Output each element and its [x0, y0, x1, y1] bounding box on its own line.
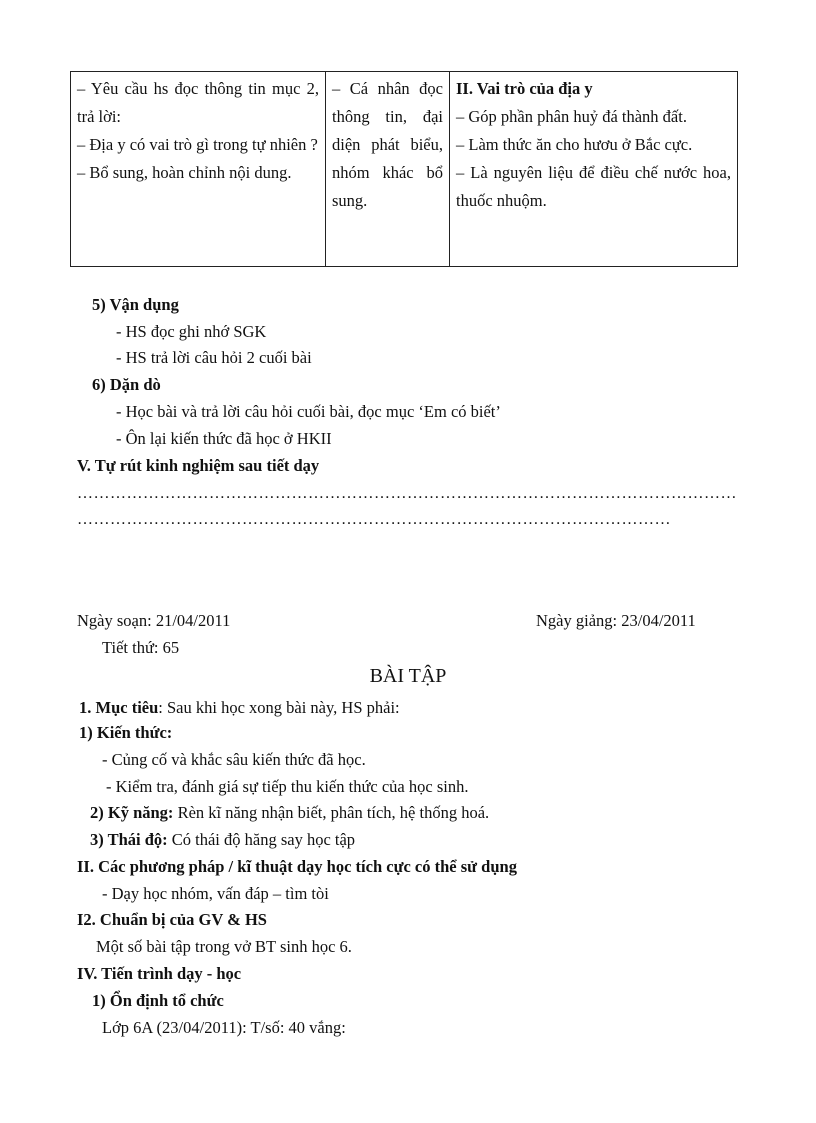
prep-title: I2. Chuẩn bị của GV & HS	[77, 910, 267, 929]
teacher-activity-line: – Bổ sung, hoàn chỉnh nội dung.	[77, 163, 292, 182]
section-6-title: 6) Dặn dò	[92, 375, 161, 394]
section-5-title: 5) Vận dụng	[92, 295, 179, 314]
date-prepared: Ngày soạn: 21/04/2011	[77, 611, 231, 630]
reflection-dots-line: …………………………………………………………………………………………………………	[77, 485, 737, 502]
teacher-activity-line: – Địa y có vai trò gì trong tự nhiên ?	[77, 135, 318, 154]
reflection-title: V. Tự rút kinh nghiệm sau tiết dạy	[77, 456, 320, 475]
section-6-item: - Ôn lại kiến thức đã học ở HKII	[116, 429, 332, 448]
section-5-item: - HS trả lời câu hỏi 2 cuối bài	[116, 348, 312, 367]
section-6-item: - Học bài và trả lời câu hỏi cuối bài, đọc mục ‘Em có biết’	[116, 402, 501, 421]
process-title: IV. Tiến trình dạy - học	[77, 964, 242, 983]
student-activity-cell	[326, 72, 450, 267]
methods-item: - Dạy học nhóm, vấn đáp – tìm tòi	[102, 884, 329, 903]
content-heading: II. Vai trò của địa y	[456, 79, 593, 98]
period-number: Tiết thứ: 65	[102, 638, 180, 657]
skills-label: 2) Kỹ năng:	[90, 803, 174, 822]
attitude-line	[90, 830, 355, 850]
skills-line	[90, 803, 489, 823]
teacher-activity-line: – Yêu cầu hs đọc thông tin mục 2, trả lời:	[77, 79, 319, 126]
content-line: – Góp phần phân huỷ đá thành đất.	[456, 107, 687, 126]
knowledge-item: - Củng cố và khắc sâu kiến thức đã học.	[102, 750, 366, 769]
class-line: Lớp 6A (23/04/2011): T/số: 40 vắng:	[102, 1018, 346, 1037]
content-cell	[450, 72, 738, 267]
table-row	[71, 72, 738, 267]
teacher-activity-cell	[71, 72, 326, 267]
objectives-label: 1. Mục tiêu	[79, 698, 159, 717]
attitude-text: Có thái độ hăng say học tập	[167, 830, 356, 849]
content-line: – Là nguyên liệu để điều chế nước hoa, thuốc nhuộm.	[456, 163, 731, 210]
reflection-dots-line: ………………………………………………………………………………………………	[77, 511, 671, 528]
methods-title: II. Các phương pháp / kĩ thuật dạy học tích cực có thể sử dụng	[77, 857, 517, 876]
attitude-label: 3) Thái độ:	[90, 830, 168, 849]
knowledge-item: - Kiểm tra, đánh giá sự tiếp thu kiến thức của học sinh.	[106, 777, 469, 796]
content-line: – Làm thức ăn cho hươu ở Bắc cực.	[456, 135, 693, 154]
objectives-line	[79, 698, 400, 718]
stabilize-title: 1) Ổn định tổ chức	[92, 991, 224, 1010]
objectives-text: : Sau khi học xong bài này, HS phải:	[158, 698, 400, 717]
knowledge-title: 1) Kiến thức:	[79, 723, 173, 742]
activity-table	[70, 71, 738, 267]
skills-text: Rèn kĩ năng nhận biết, phân tích, hệ thống hoá.	[173, 803, 490, 822]
prep-text: Một số bài tập trong vở BT sinh học 6.	[96, 937, 352, 956]
student-activity-line: – Cá nhân đọc thông tin, đại diện phát biểu, nhóm khác bổ sung.	[332, 79, 443, 210]
date-taught: Ngày giảng: 23/04/2011	[536, 611, 696, 630]
page-title: BÀI TẬP	[369, 665, 447, 687]
section-5-item: - HS đọc ghi nhớ SGK	[116, 322, 267, 341]
